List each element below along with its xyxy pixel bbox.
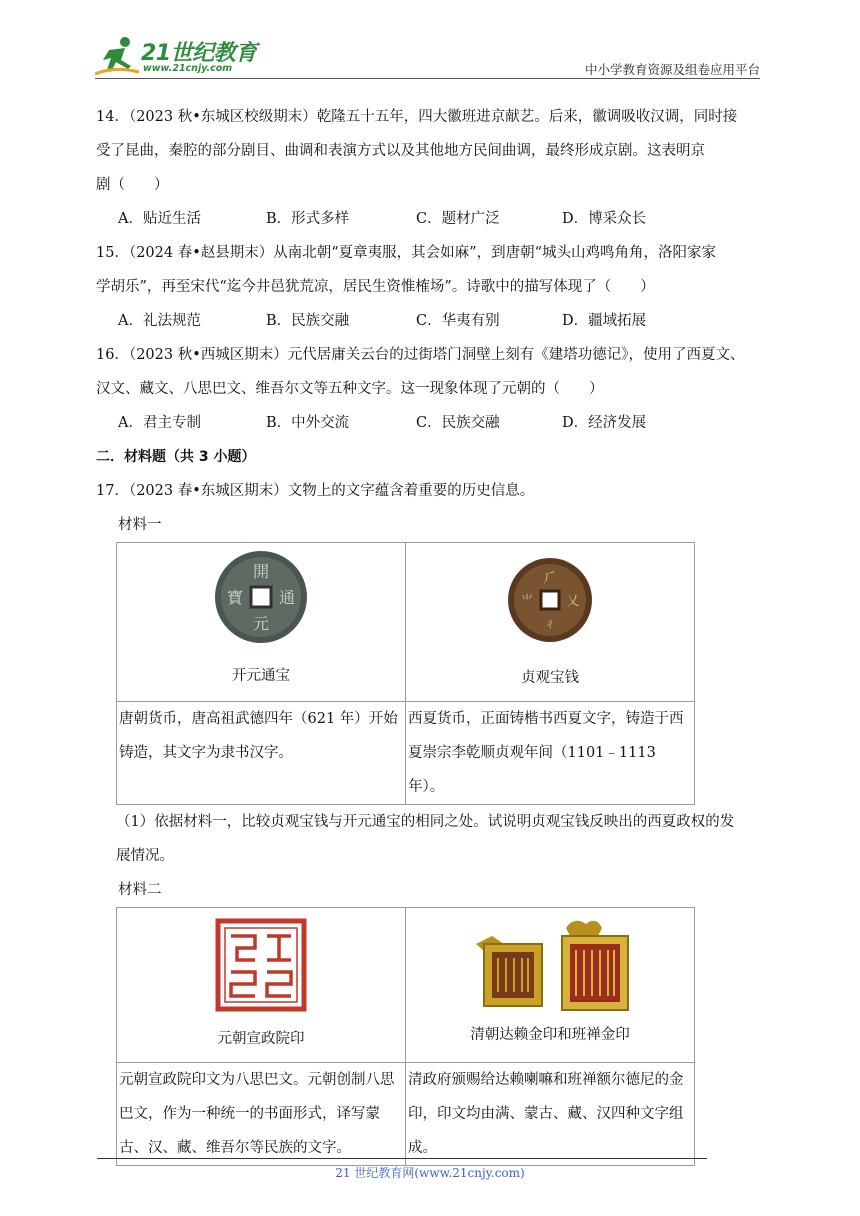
question-15-stem [96, 236, 762, 304]
stem-line: 14．（2023 秋•东城区校级期末）乾隆五十五年，四大徽班进京献艺。后来，徽调吸收汉调，同时接 [96, 109, 738, 125]
svg-text:元: 元 [252, 614, 270, 633]
question-17-stem: 17．（2023 春•东城区期末）文物上的文字蕴含着重要的历史信息。 [96, 483, 535, 499]
sub-line: （1）依据材料一，比较贞观宝钱与开元通宝的相同之处。试说明贞观宝钱反映出的西夏政权的发 [116, 814, 735, 830]
gold-seals-image [462, 914, 638, 1014]
option-a[interactable]: A．礼法规范 [118, 313, 201, 329]
option-c[interactable]: C．华夷有别 [416, 313, 500, 329]
site-logo[interactable] [95, 36, 265, 76]
svg-text:乂: 乂 [566, 594, 580, 609]
stem-line: 16．（2023 秋•西城区期末）元代居庸关云台的过街塔门洞壁上刻有《建塔功德记》，使用了西夏文、 [96, 347, 745, 363]
section-heading: 二．材料题（共 3 小题） [96, 449, 256, 465]
option-d[interactable]: D．疆域拓展 [562, 313, 647, 329]
xuanzheng-caption: 元朝宣政院印 [217, 1031, 305, 1047]
question-16-stem [96, 338, 762, 406]
exam-content [96, 100, 762, 1166]
option-b[interactable]: B．形式多样 [266, 211, 350, 227]
option-b[interactable]: B．中外交流 [266, 415, 350, 431]
svg-text:⺁: ⺁ [543, 571, 557, 586]
stem-line: 受了昆曲，秦腔的部分剧目、曲调和表演方式以及其他地方民间曲调，最终形成京剧。这表明京 [96, 143, 705, 159]
question-14-stem [96, 100, 762, 202]
stem-line: 学胡乐”，再至宋代“迄今井邑犹荒凉，居民生资惟榷场”。诗歌中的描写体现了（ ） [96, 279, 655, 295]
zhenguan-coin-image [505, 555, 595, 645]
question-15 [96, 236, 762, 338]
stem-line: 汉文、藏文、八思巴文、维吾尔文等五种文字。这一现象体现了元朝的（ ） [96, 381, 604, 397]
footer-link[interactable]: 21 世纪教育网(www.21cnjy.com) [335, 1166, 525, 1180]
xuanzheng-seal-cell [117, 908, 406, 1063]
question-15-options [96, 304, 762, 338]
sub-line: 展情况。 [116, 848, 174, 864]
logo-text: 21世纪教育 [141, 41, 257, 66]
option-d[interactable]: D．博采众长 [562, 211, 647, 227]
material-1-label: 材料一 [118, 517, 162, 533]
logo-url: www.21cnjy.com [143, 63, 233, 74]
kaiyuan-caption: 开元通宝 [232, 668, 290, 684]
svg-text:開: 開 [252, 562, 270, 581]
header-divider [95, 78, 760, 79]
question-17-sub-1 [96, 805, 762, 873]
platform-tagline: 中小学教育资源及组卷应用平台 [584, 62, 760, 77]
option-d[interactable]: D．经济发展 [562, 415, 647, 431]
material-2-table [116, 907, 695, 1166]
stem-line: 剧（ ） [96, 177, 169, 193]
svg-text:ㄔ: ㄔ [543, 617, 557, 632]
option-b[interactable]: B．民族交融 [266, 313, 350, 329]
question-14-options [96, 202, 762, 236]
question-14 [96, 100, 762, 236]
gold-seals-caption: 清朝达赖金印和班禅金印 [470, 1027, 630, 1043]
zhenguan-coin-cell [406, 543, 695, 702]
kaiyuan-coin-image [211, 547, 311, 647]
material-2-label: 材料二 [118, 882, 162, 898]
zhenguan-description: 西夏货币，正面铸楷书西夏文字，铸造于西夏崇宗李乾顺贞观年间（1101﹣1113 年）。 [406, 702, 695, 805]
svg-text:⺌: ⺌ [520, 594, 534, 609]
option-c[interactable]: C．题材广泛 [416, 211, 500, 227]
material-1-table [116, 542, 695, 805]
svg-text:寶: 寶 [226, 588, 244, 607]
question-17 [96, 474, 762, 1166]
xuanzheng-seal-image [215, 918, 307, 1012]
footer-divider [97, 1158, 707, 1159]
page-header [95, 30, 760, 78]
stem-line: 15．（2024 春•赵县期末）从南北朝“夏章夷服，其会如麻”，到唐朝“城头山鸡鸣角角，洛阳家家 [96, 245, 716, 261]
runner-logo-icon [95, 36, 141, 76]
kaiyuan-description: 唐朝货币，唐高祖武德四年（621 年）开始铸造，其文字为隶书汉字。 [117, 702, 406, 805]
option-a[interactable]: A．贴近生活 [118, 211, 201, 227]
gold-seals-cell [406, 908, 695, 1063]
xuanzheng-description: 元朝宣政院印文为八思巴文。元朝创制八思巴文，作为一种统一的书面形式，译写蒙古、汉、藏、维吾尔等民族的文字。 [117, 1063, 406, 1166]
option-a[interactable]: A．君主专制 [118, 415, 201, 431]
option-c[interactable]: C．民族交融 [416, 415, 500, 431]
zhenguan-caption: 贞观宝钱 [521, 670, 579, 686]
kaiyuan-coin-cell [117, 543, 406, 702]
gold-seals-description: 清政府颁赐给达赖喇嘛和班禅额尔德尼的金印，印文均由满、蒙古、藏、汉四种文字组成。 [406, 1063, 695, 1166]
svg-text:通: 通 [278, 588, 296, 607]
question-16 [96, 338, 762, 440]
question-16-options [96, 406, 762, 440]
